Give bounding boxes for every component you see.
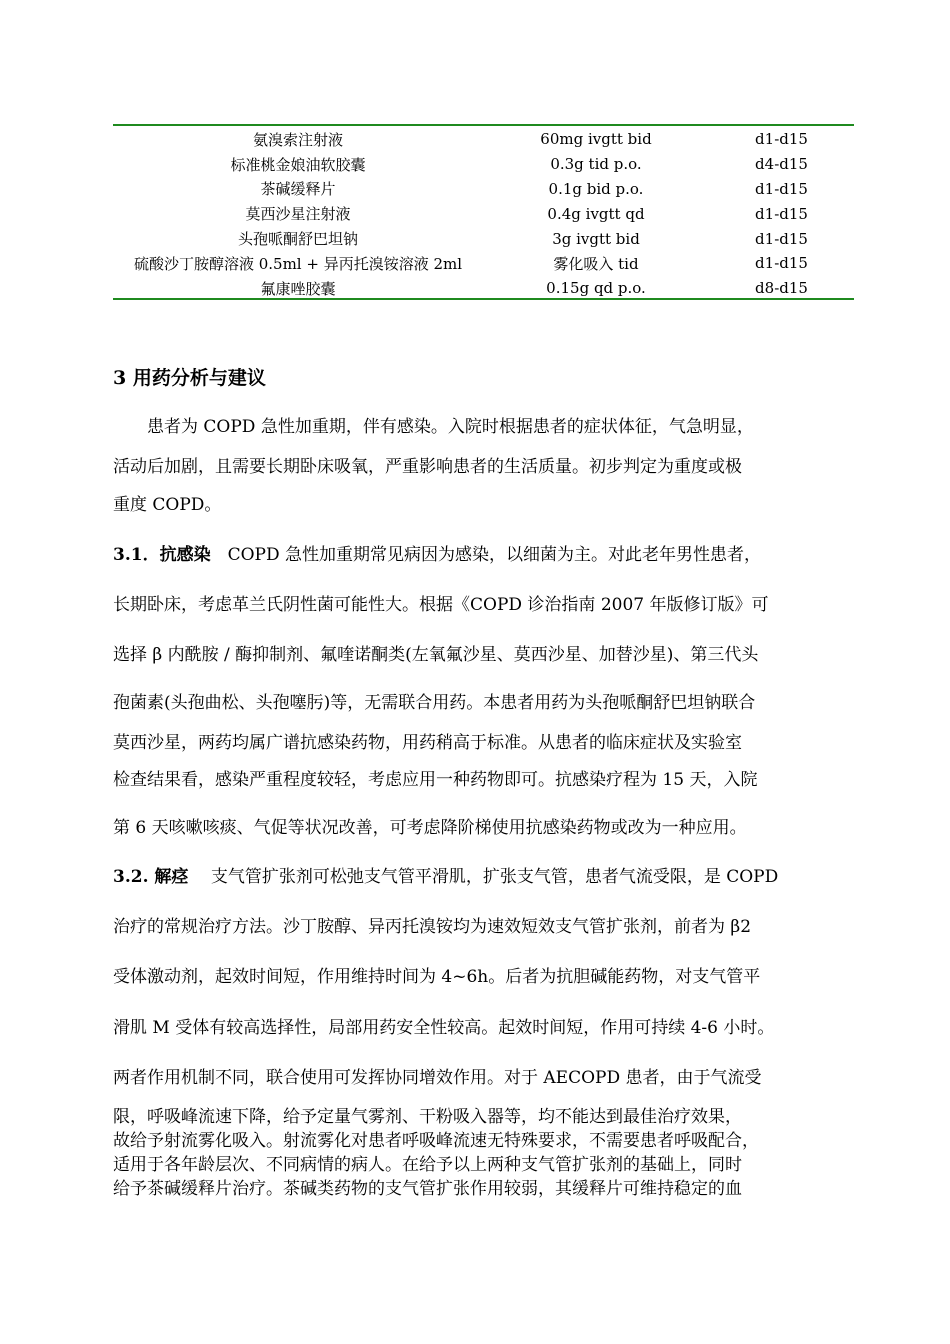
paragraph-line: 活动后加剧，且需要长期卧床吸氧，严重影响患者的生活质量。初步判定为重度或极	[113, 457, 742, 477]
paragraph-line: 限，呼吸峰流速下降，给予定量气雾剂、干粉吸入器等，均不能达到最佳治疗效果，	[113, 1107, 742, 1127]
drug-name: 氨溴索注射液	[252, 130, 343, 149]
subsection-title: 3.1．抗感染	[113, 545, 211, 565]
paragraph-line: 治疗的常规治疗方法。沙丁胺醇、异丙托溴铵均为速效短效支气管扩张剂，前者为 β2	[113, 917, 752, 937]
paragraph-line: 孢菌素(头孢曲松、头孢噻肟)等，无需联合用药。本患者用药为头孢哌酮舒巴坦钠联合	[113, 693, 756, 713]
table-row	[113, 276, 854, 301]
paragraph-line: 滑肌 M 受体有较高选择性，局部用药安全性较高。起效时间短，作用可持续 4-6 小时。	[113, 1018, 775, 1038]
drug-days: d1-d15	[755, 130, 808, 149]
table-row	[113, 177, 854, 202]
drug-days: d1-d15	[755, 204, 808, 223]
drug-name: 茶碱缓释片	[260, 180, 336, 199]
drug-name: 标准桃金娘油软胶囊	[230, 155, 366, 174]
drug-name: 氟康唑胶囊	[260, 279, 336, 298]
drug-days: d1-d15	[755, 254, 808, 273]
drug-dose: 0.1g bid p.o.	[548, 179, 644, 198]
paragraph-line: 选择 β 内酰胺 / 酶抑制剂、氟喹诺酮类(左氧氟沙星、莫西沙星、加替沙星)、第三代头	[113, 645, 759, 665]
paragraph-line: 故给予射流雾化吸入。射流雾化对患者呼吸峰流速无特殊要求，不需要患者呼吸配合，	[113, 1131, 759, 1151]
drug-table	[113, 127, 854, 301]
paragraph-text: COPD 急性加重期常见病因为感染，以细菌为主。对此老年男性患者，	[210, 545, 761, 565]
table-row	[113, 251, 854, 276]
drug-dose: 0.4g ivgtt qd	[547, 204, 645, 223]
drug-dose: 60mg ivgtt bid	[540, 130, 652, 149]
paragraph-line: 适用于各年龄层次、不同病情的病人。在给予以上两种支气管扩张剂的基础上，同时	[113, 1155, 742, 1175]
paragraph-line: 第 6 天咳嗽咳痰、气促等状况改善，可考虑降阶梯使用抗感染药物或改为一种应用。	[113, 818, 747, 838]
drug-days: d8-d15	[755, 279, 808, 298]
drug-name: 硫酸沙丁胺醇溶液 0.5ml + 异丙托溴铵溶液 2ml	[133, 254, 463, 273]
paragraph-text: 支气管扩张剂可松弛支气管平滑肌，扩张支气管，患者气流受限，是 COPD	[188, 867, 779, 887]
drug-name: 莫西沙星注射液	[245, 205, 351, 224]
paragraph-line: 患者为 COPD 急性加重期，伴有感染。入院时根据患者的症状体征，气急明显，	[113, 417, 754, 437]
paragraph-line: 检查结果看，感染严重程度较轻，考虑应用一种药物即可。抗感染疗程为 15 天，入院	[113, 770, 758, 790]
drug-dose: 0.3g tid p.o.	[550, 155, 642, 174]
drug-dose: 0.15g qd p.o.	[546, 279, 646, 298]
table-row	[113, 152, 854, 177]
paragraph-line: 重度 COPD。	[113, 495, 222, 515]
drug-days: d1-d15	[755, 179, 808, 198]
drug-dose: 3g ivgtt bid	[552, 229, 640, 248]
drug-name: 头孢哌酮舒巴坦钠	[237, 230, 358, 249]
table-top-rule	[113, 124, 854, 126]
subsection-title: 3.2. 解痉	[113, 867, 189, 887]
paragraph-line: 给予茶碱缓释片治疗。茶碱类药物的支气管扩张作用较弱，其缓释片可维持稳定的血	[113, 1179, 742, 1199]
drug-dose: 雾化吸入 tid	[553, 254, 639, 273]
section-heading: 3 用药分析与建议	[113, 367, 266, 389]
table-row	[113, 226, 854, 251]
drug-days: d4-d15	[755, 155, 808, 174]
drug-days: d1-d15	[755, 229, 808, 248]
paragraph-line: 长期卧床，考虑革兰氏阴性菌可能性大。根据《COPD 诊治指南 2007 年版修订版》可	[113, 595, 769, 615]
paragraph-line: 莫西沙星，两药均属广谱抗感染药物，用药稍高于标准。从患者的临床症状及实验室	[113, 733, 742, 753]
table-row	[113, 127, 854, 152]
table-row	[113, 201, 854, 226]
paragraph-line: 受体激动剂，起效时间短，作用维持时间为 4~6h。后者为抗胆碱能药物，对支气管平	[113, 967, 761, 987]
paragraph-line: 两者作用机制不同，联合使用可发挥协同增效作用。对于 AECOPD 患者，由于气流受	[113, 1068, 762, 1088]
table-bottom-rule	[113, 298, 854, 300]
